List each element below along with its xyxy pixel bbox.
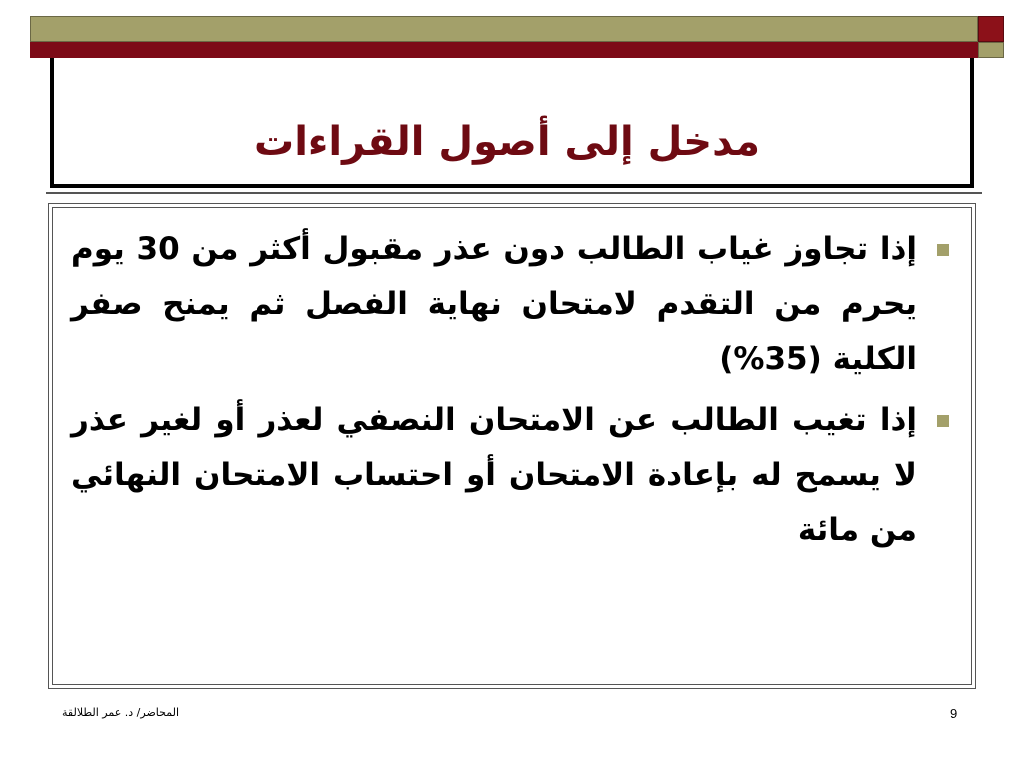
content-box <box>48 203 976 689</box>
bullet-list <box>71 222 949 558</box>
square-bullet-icon <box>937 244 949 256</box>
bullet-item <box>71 222 949 387</box>
decor-square-maroon <box>978 16 1004 42</box>
bullet-item <box>71 393 949 558</box>
bullet-text: إذا تغيب الطالب عن الامتحان النصفي لعذر أو لغير عذر لا يسمح له بإعادة الامتحان أو احتساب الامتحان النهائي من مائة <box>71 402 917 548</box>
title-box <box>50 58 974 188</box>
page-number: 9 <box>950 706 958 721</box>
slide-title: مدخل إلى أصول القراءات <box>254 119 760 165</box>
content-inner <box>52 207 972 685</box>
footer-author: المحاضر/ د. عمر الطلالقة <box>62 706 180 719</box>
square-bullet-icon <box>937 415 949 427</box>
divider <box>46 192 982 194</box>
decor-bar-maroon <box>30 42 978 58</box>
bullet-text: إذا تجاوز غياب الطالب دون عذر مقبول أكثر من 30 يوم يحرم من التقدم لامتحان نهاية الفصل ثم يمنح صفر الكلية (35%) <box>71 231 917 377</box>
decor-bar-olive <box>30 16 978 42</box>
decor-square-olive <box>978 42 1004 58</box>
